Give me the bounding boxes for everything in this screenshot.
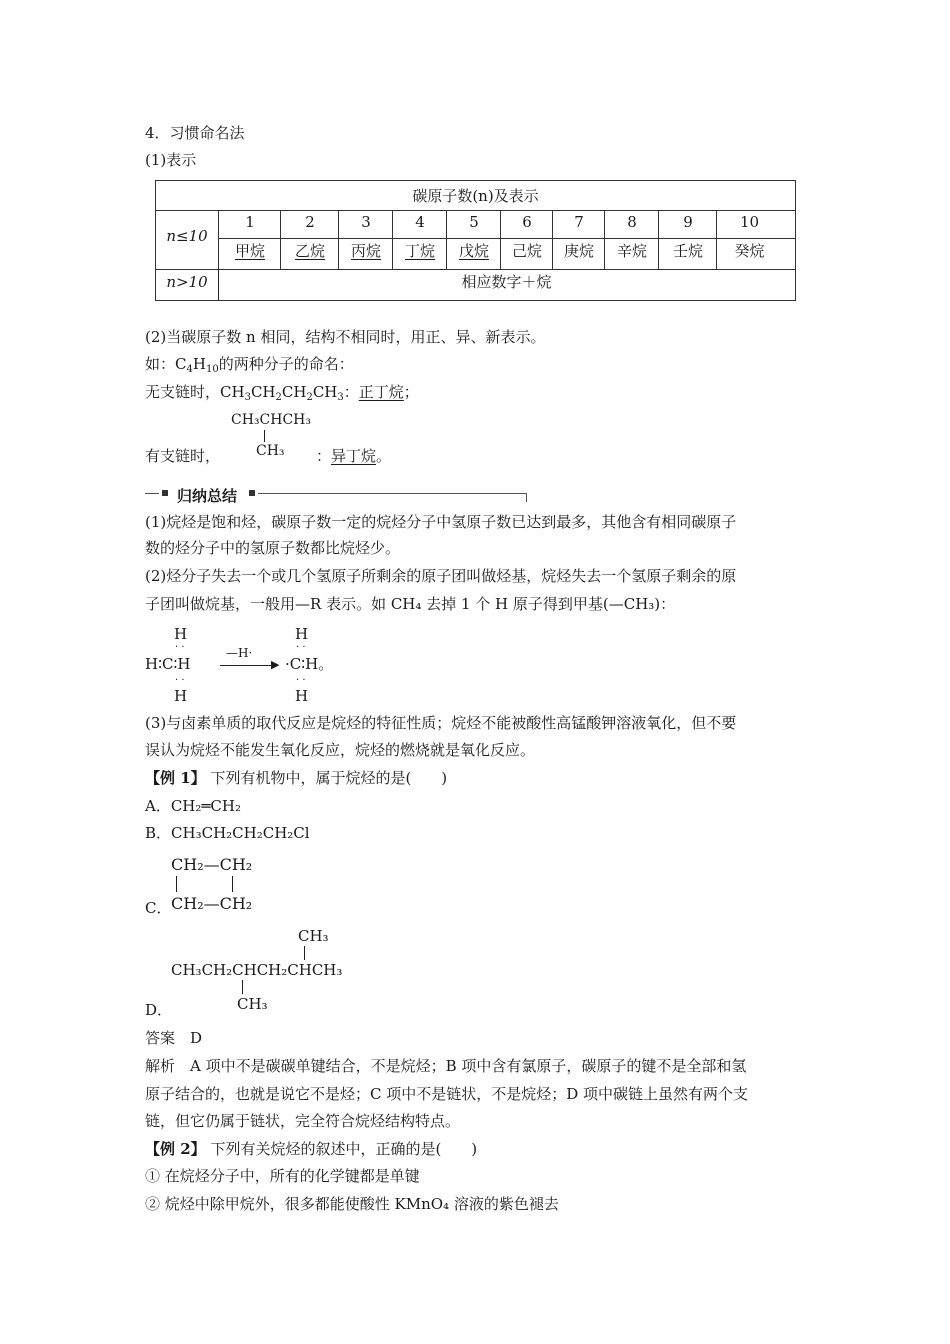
- alkane-name: 丁烷: [404, 242, 435, 260]
- summary-title: 归纳总结: [177, 487, 238, 505]
- lewis-dots: · ·: [175, 675, 185, 686]
- no-branch-line: 无支链时，$CH_3CH_2CH_2CH_3$：正丁烷；: [145, 383, 419, 403]
- carbon-number: 10: [739, 213, 760, 231]
- table-cell: [338, 210, 392, 269]
- example-1: 【例 1】 下列有机物中，属于烷烃的是( ): [145, 769, 448, 787]
- alkane-name: 甲烷: [234, 242, 265, 260]
- isobutane-top: CH₃CHCH₃: [231, 412, 311, 428]
- lewis-left: H∶C∶H: [145, 655, 191, 673]
- table-cell: [658, 210, 716, 269]
- table-cell: [552, 210, 604, 269]
- summary-1-line2: 数的烃分子中的氢原子数都比烷烃少。: [145, 539, 401, 557]
- branch-line: 有支链时，: [145, 447, 221, 465]
- table-cell: [280, 210, 338, 269]
- summary-1-line1: (1)烷烃是饱和烃，碳原子数一定的烷烃分子中氢原子数已达到最多，其他含有相同碳原子: [145, 513, 737, 531]
- option-d-main: CH₃CH₂CHCH₂CHCH₃: [171, 961, 343, 979]
- lewis-right: ·C∶H。: [285, 655, 334, 673]
- option-d-top: CH₃: [298, 927, 329, 945]
- summary-3-line2: 误认为烷烃不能发生氧化反应，烷烃的燃烧就是氧化反应。: [145, 741, 536, 759]
- table-cell: [604, 210, 658, 269]
- arrow-label: —H·: [226, 646, 253, 660]
- alkane-name: 乙烷: [294, 242, 325, 260]
- example-2-option-1: ① 在烷烃分子中，所有的化学键都是单键: [145, 1167, 420, 1185]
- table-cell: [218, 210, 280, 269]
- option-d-bottom: CH₃: [237, 995, 268, 1013]
- carbon-number: 9: [683, 213, 693, 231]
- reaction-arrow: [220, 665, 276, 666]
- option-c-label: C．: [145, 899, 172, 917]
- example-2-option-2: ② 烷烃中除甲烷外，很多都能使酸性 KMnO₄ 溶液的紫色褪去: [145, 1195, 559, 1213]
- carbon-number: 4: [415, 213, 425, 231]
- carbon-number: 2: [305, 213, 315, 231]
- alkane-name: 丙烷: [350, 242, 381, 260]
- option-b: B．CH₃CH₂CH₂CH₂Cl: [145, 824, 310, 842]
- analysis-line1: 解析 A 项中不是碳碳单键结合，不是烷烃；B 项中含有氯原子，碳原子的键不是全部和氢: [145, 1057, 747, 1075]
- option-c-bottom: CH₂—CH₂: [171, 894, 253, 913]
- row1-label: n≤10: [166, 227, 208, 245]
- example-intro: 如：$C_4H_{10}$的两种分子的命名：: [145, 355, 354, 375]
- naming-table: [155, 180, 796, 301]
- analysis-line3: 链，但它仍属于链状，完全符合烷烃结构特点。: [145, 1112, 461, 1130]
- row2-label: n>10: [166, 273, 208, 291]
- section-heading: 4．习惯命名法: [145, 124, 245, 142]
- example-2: 【例 2】 下列有关烷烃的叙述中，正确的是( ): [145, 1140, 478, 1158]
- lewis-dots: · ·: [296, 675, 306, 686]
- lewis-dots: · ·: [296, 642, 306, 653]
- row2-value: 相应数字＋烷: [461, 273, 552, 291]
- option-c-top: CH₂—CH₂: [171, 855, 253, 874]
- subsection-1: (1)表示: [145, 151, 197, 169]
- analysis-line2: 原子结合的，也就是说它不是烃；C 项中不是链状，不是烷烃；D 项中碳链上虽然有两个支: [145, 1085, 749, 1103]
- alkane-name: 戊烷: [458, 242, 489, 260]
- table-header: 碳原子数(n)及表示: [412, 187, 539, 205]
- summary-3-line1: (3)与卤素单质的取代反应是烷烃的特征性质；烷烃不能被酸性高锰酸钾溶液氧化，但不要: [145, 714, 737, 732]
- n-butane: 正丁烷: [358, 383, 404, 401]
- carbon-number: 7: [574, 213, 584, 231]
- branch-name-line: ：异丁烷。: [316, 447, 392, 465]
- alkane-name: 壬烷: [672, 242, 703, 260]
- carbon-number: 5: [469, 213, 479, 231]
- table-cell: [392, 210, 446, 269]
- carbon-number: 3: [361, 213, 371, 231]
- table-cell: [716, 210, 781, 269]
- lewis-h-top-2: H: [295, 625, 309, 643]
- subsection-2: (2)当碳原子数 n 相同，结构不相同时，用正、异、新表示。: [145, 328, 546, 346]
- alkane-name: 己烷: [511, 242, 542, 260]
- lewis-h-bottom-2: H: [295, 687, 309, 705]
- carbon-number: 6: [522, 213, 532, 231]
- answer: 答案 D: [145, 1029, 203, 1047]
- alkane-name: 辛烷: [616, 242, 647, 260]
- alkane-name: 庚烷: [563, 242, 594, 260]
- option-a: A．CH₂═CH₂: [145, 797, 242, 815]
- table-cell: [500, 210, 552, 269]
- summary-header: [145, 484, 527, 504]
- summary-2-line1: (2)烃分子失去一个或几个氢原子所剩余的原子团叫做烃基，烷烃失去一个氢原子剩余的原: [145, 567, 737, 585]
- lewis-h-bottom-1: H: [174, 687, 188, 705]
- option-d-label: D．: [145, 1001, 173, 1019]
- alkane-name: 癸烷: [734, 242, 765, 260]
- isobutane-bottom: CH₃: [256, 443, 285, 459]
- carbon-number: 8: [627, 213, 637, 231]
- summary-2-line2: 子团叫做烷基，一般用—R 表示。如 CH₄ 去掉 1 个 H 原子得到甲基(—CH₃)：: [145, 595, 676, 613]
- lewis-dots: · ·: [175, 642, 185, 653]
- isobutane: 异丁烷: [331, 447, 377, 465]
- arrow-head: ▶: [271, 658, 280, 671]
- lewis-h-top-1: H: [174, 625, 188, 643]
- carbon-number: 1: [245, 213, 255, 231]
- table-cell: [446, 210, 500, 269]
